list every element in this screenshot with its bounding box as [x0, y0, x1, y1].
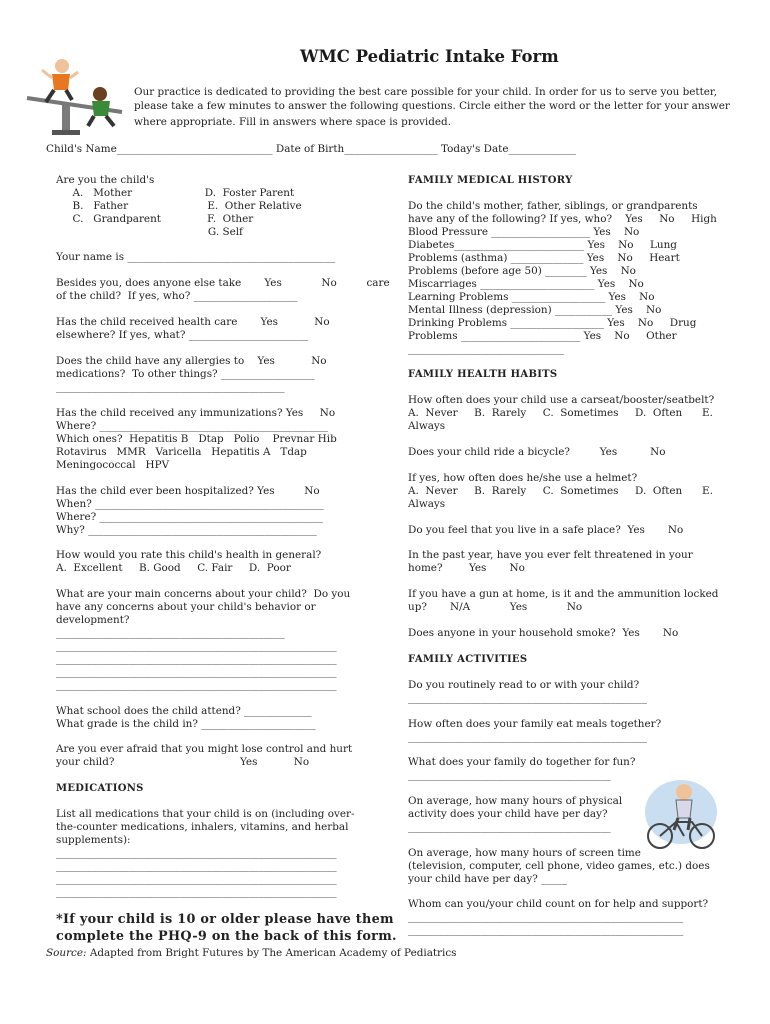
immunizations-question[interactable]: Has the child received any immunizations? Yes No: [56, 407, 336, 419]
hospitalized-where-field[interactable]: Where? ___________________________________________: [56, 511, 323, 523]
carseat-options[interactable]: A. Never B. Rarely C. Sometimes D. Often E.: [408, 407, 713, 419]
fmh-intro-2[interactable]: have any of the following? If yes, who? Yes No High: [408, 213, 717, 225]
your-name-field[interactable]: Your name is ________________________________________: [56, 251, 336, 263]
screen-time-question-2: (television, computer, cell phone, video games, etc.) does: [408, 860, 710, 872]
threatened-answer[interactable]: home? Yes No: [408, 562, 525, 574]
physical-activity-line[interactable]: _______________________________________: [408, 821, 611, 833]
source-text: Adapted from Bright Futures by The American Academy of Pediatrics: [86, 947, 457, 959]
page-title: WMC Pediatric Intake Form: [300, 47, 559, 66]
medications-instructions-3: supplements):: [56, 834, 131, 846]
school-field[interactable]: What school does the child attend? _____________: [56, 705, 312, 717]
immunizations-list-3[interactable]: Meningococcal HPV: [56, 459, 170, 471]
allergies-field[interactable]: medications? To other things? __________________: [56, 368, 315, 380]
medications-heading: MEDICATIONS: [56, 783, 144, 794]
concerns-question-2: have any concerns about your child's behavior or: [56, 601, 316, 613]
relationship-options-row-3[interactable]: C. Grandparent F. Other: [56, 213, 254, 225]
health-rating-question: How would you rate this child's health in general?: [56, 549, 322, 561]
phq9-notice-2: complete the PHQ-9 on the back of this form.: [56, 929, 397, 944]
concerns-question-3: development?: [56, 614, 130, 626]
immunizations-list-2[interactable]: Rotavirus MMR Varicella Hepatitis A Tdap: [56, 446, 307, 458]
fmh-heart[interactable]: Problems (before age 50) ________ Yes No: [408, 265, 636, 277]
fmh-asthma[interactable]: Problems (asthma) ______________ Yes No Heart: [408, 252, 680, 264]
family-activities-heading: FAMILY ACTIVITIES: [408, 654, 528, 665]
fun-question: What does your family do together for fun?: [408, 756, 636, 768]
relationship-options-row-2[interactable]: B. Father E. Other Relative: [56, 200, 302, 212]
screen-time-question-1: On average, how many hours of screen time: [408, 847, 641, 859]
allergies-line[interactable]: ____________________________________________: [56, 381, 285, 393]
smoke-question[interactable]: Does anyone in your household smoke? Yes No: [408, 627, 679, 639]
meals-question: How often does your family eat meals together?: [408, 718, 662, 730]
physical-activity-question-1: On average, how many hours of physical: [408, 795, 623, 807]
support-line-1[interactable]: _____________________________________________________: [408, 911, 684, 923]
family-health-habits-heading: FAMILY HEALTH HABITS: [408, 369, 558, 380]
physical-activity-question-2: activity does your child have per day?: [408, 808, 608, 820]
hospitalized-why-field[interactable]: Why? ____________________________________________: [56, 524, 317, 536]
relationship-options-row-4[interactable]: G. Self: [56, 226, 243, 238]
phq9-notice-1: *If your child is 10 or older please have them: [56, 912, 394, 927]
health-rating-options[interactable]: A. Excellent B. Good C. Fair D. Poor: [56, 562, 291, 574]
source-note: [46, 947, 457, 960]
helmet-question: If yes, how often does he/she use a helmet?: [408, 472, 638, 484]
fmh-learning[interactable]: Learning Problems __________________ Yes No: [408, 291, 655, 303]
children-playing-illustration: [22, 56, 132, 136]
bicycle-question[interactable]: Does your child ride a bicycle? Yes No: [408, 446, 666, 458]
meals-line[interactable]: ______________________________________________: [408, 731, 647, 743]
child-info-line[interactable]: Child's Name______________________________ Date of Birth__________________ Today's Date_____________: [46, 143, 577, 155]
medications-line-3[interactable]: ______________________________________________________: [56, 873, 337, 885]
medications-line-2[interactable]: ______________________________________________________: [56, 860, 337, 872]
concerns-line-5[interactable]: ______________________________________________________: [56, 679, 337, 691]
fmh-miscarriages[interactable]: Miscarriages ______________________ Yes No: [408, 278, 644, 290]
allergies-question[interactable]: Does the child have any allergies to Yes No: [56, 355, 327, 367]
medications-instructions-1: List all medications that your child is on (including over-: [56, 808, 355, 820]
relationship-options-row-1[interactable]: A. Mother D. Foster Parent: [56, 187, 295, 199]
intro-line-2: please take a few minutes to answer the following questions. Circle either the word or the letter for your answer: [134, 100, 730, 112]
fmh-other-line[interactable]: ______________________________: [408, 343, 564, 355]
concerns-line-1[interactable]: ____________________________________________: [56, 627, 285, 639]
medications-instructions-2: the-counter medications, inhalers, vitamins, and herbal: [56, 821, 349, 833]
gun-answer[interactable]: up? N/A Yes No: [408, 601, 583, 613]
immunizations-list-1[interactable]: Which ones? Hepatitis B Dtap Polio Prevnar Hib: [56, 433, 337, 445]
intro-line-1: Our practice is dedicated to providing the best care possible for your child. In order for us to serve you better,: [134, 86, 718, 98]
grade-field[interactable]: What grade is the child in? ______________________: [56, 718, 316, 730]
concerns-question-1: What are your main concerns about your child? Do you: [56, 588, 351, 600]
other-health-care-question[interactable]: Has the child received health care Yes No: [56, 316, 330, 328]
source-label: Source:: [46, 947, 87, 959]
immunizations-where-field[interactable]: Where? ____________________________________________: [56, 420, 329, 432]
carseat-question: How often does your child use a carseat/booster/seatbelt?: [408, 394, 715, 406]
family-medical-history-heading: FAMILY MEDICAL HISTORY: [408, 175, 573, 186]
lose-control-question: Are you ever afraid that you might lose control and hurt: [56, 743, 353, 755]
medications-line-1[interactable]: ______________________________________________________: [56, 847, 337, 859]
fmh-drug[interactable]: Problems _______________________ Yes No Other: [408, 330, 677, 342]
helmet-options[interactable]: A. Never B. Rarely C. Sometimes D. Often E.: [408, 485, 713, 497]
concerns-line-4[interactable]: ______________________________________________________: [56, 666, 337, 678]
safe-place-question[interactable]: Do you feel that you live in a safe place? Yes No: [408, 524, 684, 536]
read-line[interactable]: ______________________________________________: [408, 692, 647, 704]
threatened-question: In the past year, have you ever felt threatened in your: [408, 549, 693, 561]
read-question: Do you routinely read to or with your child?: [408, 679, 640, 691]
helmet-options-always[interactable]: Always: [408, 498, 446, 510]
medications-line-4[interactable]: ______________________________________________________: [56, 886, 337, 898]
gun-question: If you have a gun at home, is it and the ammunition locked: [408, 588, 719, 600]
concerns-line-2[interactable]: ______________________________________________________: [56, 640, 337, 652]
support-line-2[interactable]: _____________________________________________________: [408, 924, 684, 936]
hospitalized-question[interactable]: Has the child ever been hospitalized? Yes No: [56, 485, 320, 497]
concerns-line-3[interactable]: ______________________________________________________: [56, 653, 337, 665]
lose-control-answer[interactable]: your child? Yes No: [56, 756, 310, 768]
fun-line[interactable]: _______________________________________: [408, 769, 611, 781]
screen-time-field[interactable]: your child have per day? _____: [408, 873, 568, 885]
fmh-mental-illness[interactable]: Mental Illness (depression) ___________ Yes No: [408, 304, 662, 316]
other-health-care-what-field[interactable]: elsewhere? If yes, what? _______________________: [56, 329, 309, 341]
child-bicycle-illustration: [640, 778, 722, 854]
support-question: Whom can you/your child count on for help and support?: [408, 898, 709, 910]
hospitalized-when-field[interactable]: When? ____________________________________________: [56, 498, 324, 510]
fmh-blood-pressure[interactable]: Blood Pressure ___________________ Yes No: [408, 226, 640, 238]
intro-line-3: where appropriate. Fill in answers where space is provided.: [134, 116, 451, 128]
fmh-diabetes[interactable]: Diabetes_________________________ Yes No Lung: [408, 239, 677, 251]
fmh-intro-1: Do the child's mother, father, siblings, or grandparents: [408, 200, 698, 212]
other-caregiver-who-field[interactable]: of the child? If yes, who? ____________________: [56, 290, 298, 302]
relationship-question: Are you the child's: [56, 174, 155, 186]
other-caregiver-question[interactable]: Besides you, does anyone else take Yes No care: [56, 277, 390, 289]
carseat-options-always[interactable]: Always: [408, 420, 446, 432]
fmh-drinking[interactable]: Drinking Problems __________________ Yes No Drug: [408, 317, 697, 329]
